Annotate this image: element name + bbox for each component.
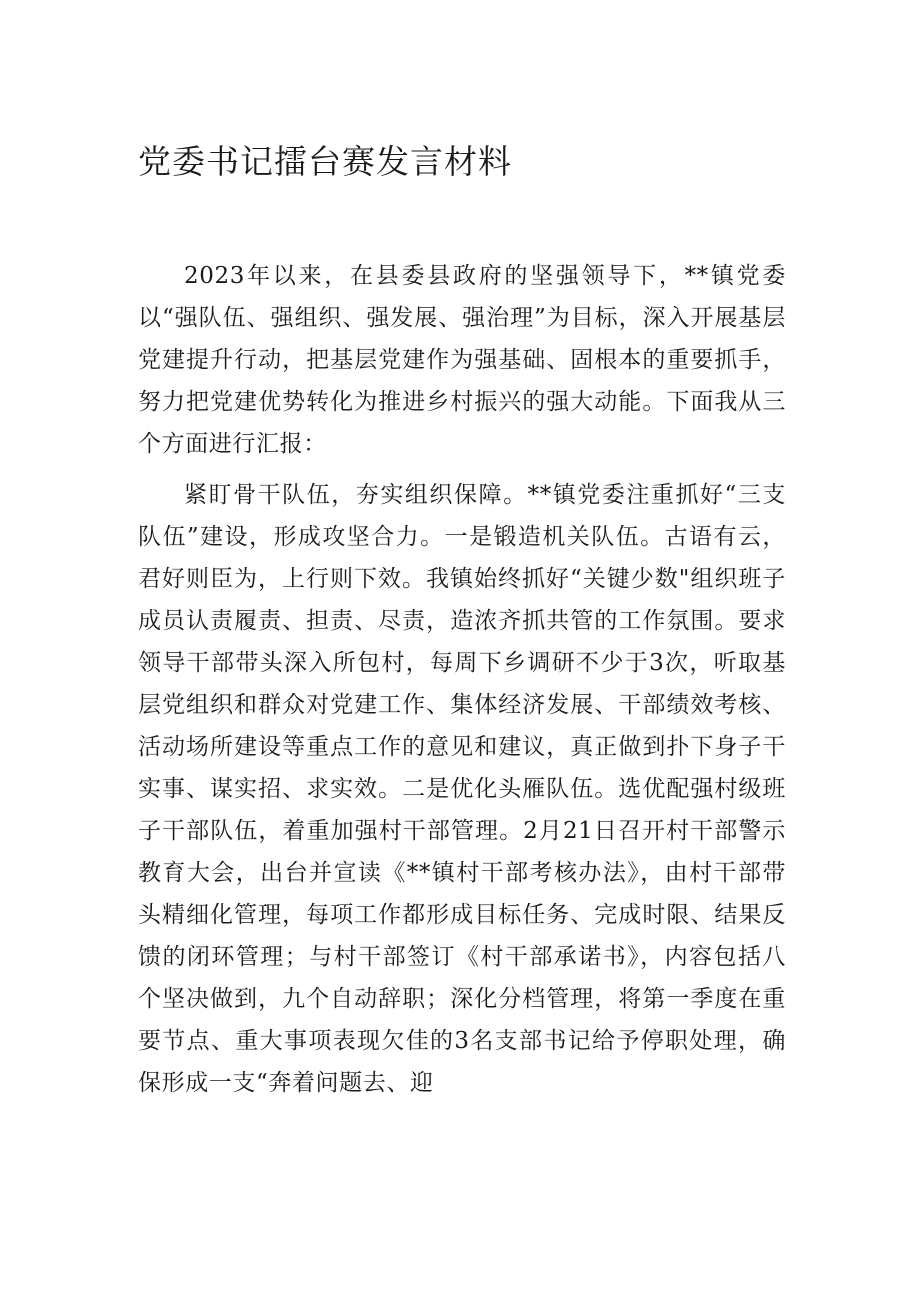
document-title: 党委书记擂台赛发言材料 — [138, 142, 512, 181]
document-body — [138, 255, 786, 1113]
paragraph-team-building: 紧盯骨干队伍，夯实组织保障。**镇党委注重抓好“三支队伍”建设，形成攻坚合力。一是锻造机关队伍。古语有云，君好则臣为，上行则下效。我镇始终抓好“关键少数"组织班子成员认责履责、担责、尽责，造浓齐抓共管的工作氛围。要求领导干部带头深入所包村，每周下乡调研不少于3次，听取基层党组织和群众对党建工作、集体经济发展、干部绩效考核、活动场所建设等重点工作的意见和建议，真正做到扑下身子干实事、谋实招、求实效。二是优化头雁队伍。选优配强村级班子干部队伍，着重加强村干部管理。2月21日召开村干部警示教育大会，出台并宣读《**镇村干部考核办法》，由村干部带头精细化管理，每项工作都形成目标任务、完成时限、结果反馈的闭环管理；与村干部签订《村干部承诺书》，内容包括八个坚决做到，九个自动辞职；深化分档管理，将第一季度在重要节点、重大事项表现欠佳的3名支部书记给予停职处理，确保形成一支“奔着问题去、迎 — [138, 482, 786, 1096]
paragraph-intro: 2023年以来，在县委县政府的坚强领导下，**镇党委以“强队伍、强组织、强发展、强治理”为目标，深入开展基层党建提升行动，把基层党建作为强基础、固根本的重要抓手，努力把党建优势转化为推进乡村振兴的强大动能。下面我从三个方面进行汇报： — [138, 263, 786, 457]
